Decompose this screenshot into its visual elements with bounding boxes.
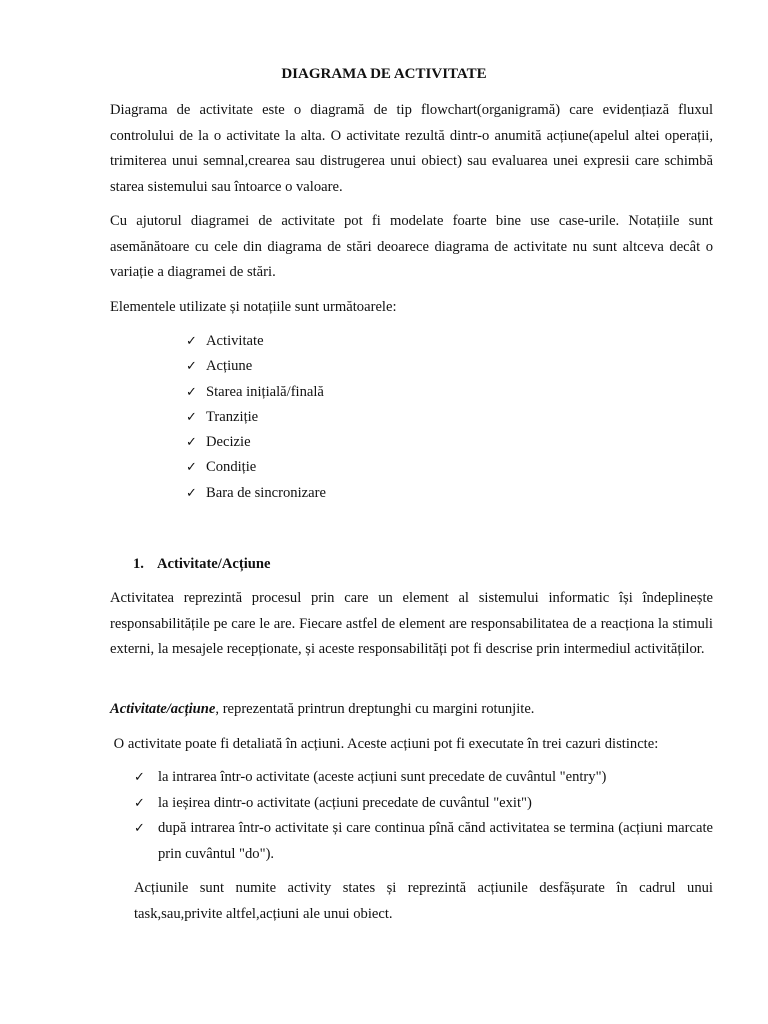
section-paragraph-4: Acțiunile sunt numite activity states și reprezintă acțiunile desfășurate în cadrul unui task,sau,privite altfel,acțiuni ale unui obiect. bbox=[134, 880, 713, 922]
list-item: ✓ Condiție bbox=[186, 455, 326, 480]
intro-paragraph-2: Cu ajutorul diagramei de activitate pot fi modelate foarte bine use case-urile. Notațiile sunt asemănătoare cu cele din diagrama de stări deoarece diagrama de activitate nu sunt altceva decât o variație a diagramei de stări. bbox=[110, 213, 713, 280]
section-number: 1. bbox=[133, 556, 144, 572]
list-item: ✓ Starea inițială/finală bbox=[186, 380, 326, 405]
cases-list bbox=[134, 765, 713, 867]
checkmark-icon: ✓ bbox=[186, 435, 197, 451]
page-title: DIAGRAMA DE ACTIVITATE bbox=[281, 66, 487, 82]
checkmark-icon: ✓ bbox=[134, 795, 145, 811]
checkmark-icon: ✓ bbox=[186, 409, 197, 425]
section-paragraph-1: Activitatea reprezintă procesul prin care un element al sistemului informatic își îndeplinește responsabilitățile pe care le are. Fiecare astfel de element are responsabilitatea de a reacționa la stimuli externi, la mesajele recepționate, și aceste responsabilități pot fi descrise prin intermediul activităților. bbox=[110, 590, 713, 657]
section-paragraph-2: Activitate/acțiune, reprezentată printrun dreptunghi cu margini rotunjite. bbox=[110, 701, 535, 717]
list-item: ✓ Acțiune bbox=[186, 354, 326, 379]
checkmark-icon: ✓ bbox=[186, 359, 197, 375]
list-item: ✓ Bara de sincronizare bbox=[186, 481, 326, 506]
checkmark-icon: ✓ bbox=[186, 334, 197, 349]
list-item: ✓ la intrarea într-o activitate (aceste acțiuni sunt precedate de cuvântul "entry") bbox=[134, 765, 713, 791]
elements-list bbox=[186, 329, 326, 506]
checkmark-icon: ✓ bbox=[134, 821, 145, 836]
section-heading bbox=[133, 554, 270, 574]
checkmark-icon: ✓ bbox=[134, 770, 145, 785]
list-item: ✓ după intrarea într-o activitate și care continua pînă cănd activitatea se termina (acțiuni marcate prin cuvântul "do"). bbox=[134, 816, 713, 867]
term-label: Activitate/acțiune bbox=[110, 701, 216, 717]
intro-paragraph-3: Elementele utilizate și notațiile sunt următoarele: bbox=[110, 299, 397, 315]
section-title: Activitate/Acțiune bbox=[157, 556, 271, 572]
checkmark-icon: ✓ bbox=[186, 460, 197, 476]
list-item: ✓ Activitate bbox=[186, 329, 326, 354]
list-item: ✓ Tranziție bbox=[186, 405, 326, 430]
intro-paragraph-1: Diagrama de activitate este o diagramă de tip flowchart(organigramă) care evidențiază fluxul controlului de la o activitate la alta. O activitate rezultă dintr-o anumită acțiune(apelul altei operații, trimiterea unui semnal,crearea sau distrugerea unui obiect) sau evaluarea unei expresii care schimbă starea sistemului sau întoarce o valoare. bbox=[110, 102, 713, 195]
list-item: ✓ Decizie bbox=[186, 430, 326, 455]
checkmark-icon: ✓ bbox=[186, 485, 197, 501]
checkmark-icon: ✓ bbox=[186, 384, 197, 400]
section-paragraph-3: O activitate poate fi detaliată în acțiuni. Aceste acțiuni pot fi executate în trei cazuri distincte: bbox=[110, 736, 659, 752]
list-item: ✓ la ieșirea dintr-o activitate (acțiuni precedate de cuvântul "exit") bbox=[134, 791, 713, 817]
